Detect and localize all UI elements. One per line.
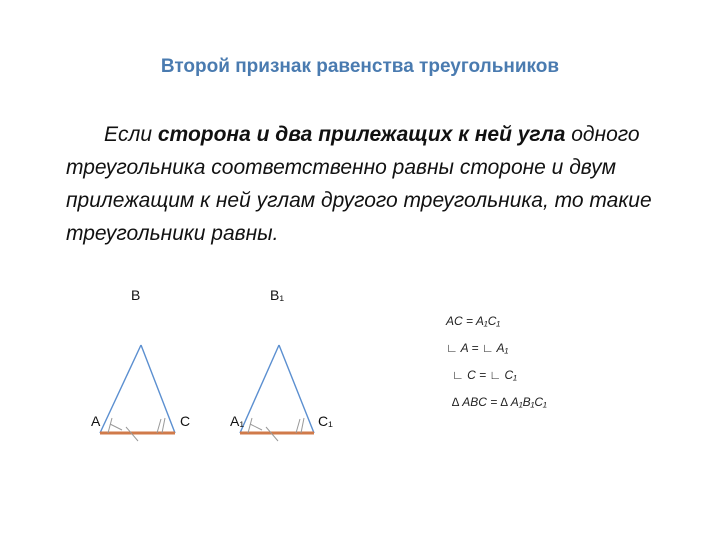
angle-a1-mark <box>248 418 252 433</box>
conditions-list <box>446 308 547 416</box>
vertex-b-label: B <box>131 287 141 303</box>
slide-title: Второй признак равенства треугольников <box>160 56 560 77</box>
theorem-part2: одного треугольника соответственно равны стороне и двум прилежащим к ней углам другого треугольника, то такие треугольники равны. <box>66 123 652 245</box>
angle-c1-mark-2 <box>296 419 300 433</box>
vertex-a-label: A <box>91 413 101 429</box>
side-bc <box>141 345 175 433</box>
vertex-a1-label: A₁ <box>230 413 245 429</box>
theorem-part1: Если <box>104 123 158 146</box>
triangle-abc <box>91 287 190 441</box>
theorem-emphasis: сторона и два прилежащих к ней угла <box>157 123 566 146</box>
vertex-b1-label: B₁ <box>270 287 285 303</box>
condition-side: AC = A₁C₁ <box>446 314 501 328</box>
condition-angle-c: ∟ C = ∟ C₁ <box>452 368 517 382</box>
side-a1b1 <box>240 345 279 433</box>
angle-c1-mark-1 <box>301 418 304 433</box>
side-ab <box>100 345 141 433</box>
condition-conclusion: ∆ ABC = ∆ A₁B₁C₁ <box>452 395 547 409</box>
angle-c-mark-2 <box>157 419 161 433</box>
side-b1c1 <box>279 345 314 433</box>
angle-a-tick <box>110 424 122 430</box>
angle-c-mark-1 <box>162 418 165 433</box>
vertex-c1-label: C₁ <box>318 413 333 429</box>
triangle-a1b1c1 <box>230 287 333 441</box>
theorem-text <box>66 118 686 250</box>
vertex-c-label: C <box>180 413 191 429</box>
condition-angle-a: ∟ A = ∟ A₁ <box>446 341 509 355</box>
angle-a-mark <box>108 418 112 433</box>
triangles-figure <box>0 270 720 470</box>
angle-a1-tick <box>250 424 262 430</box>
